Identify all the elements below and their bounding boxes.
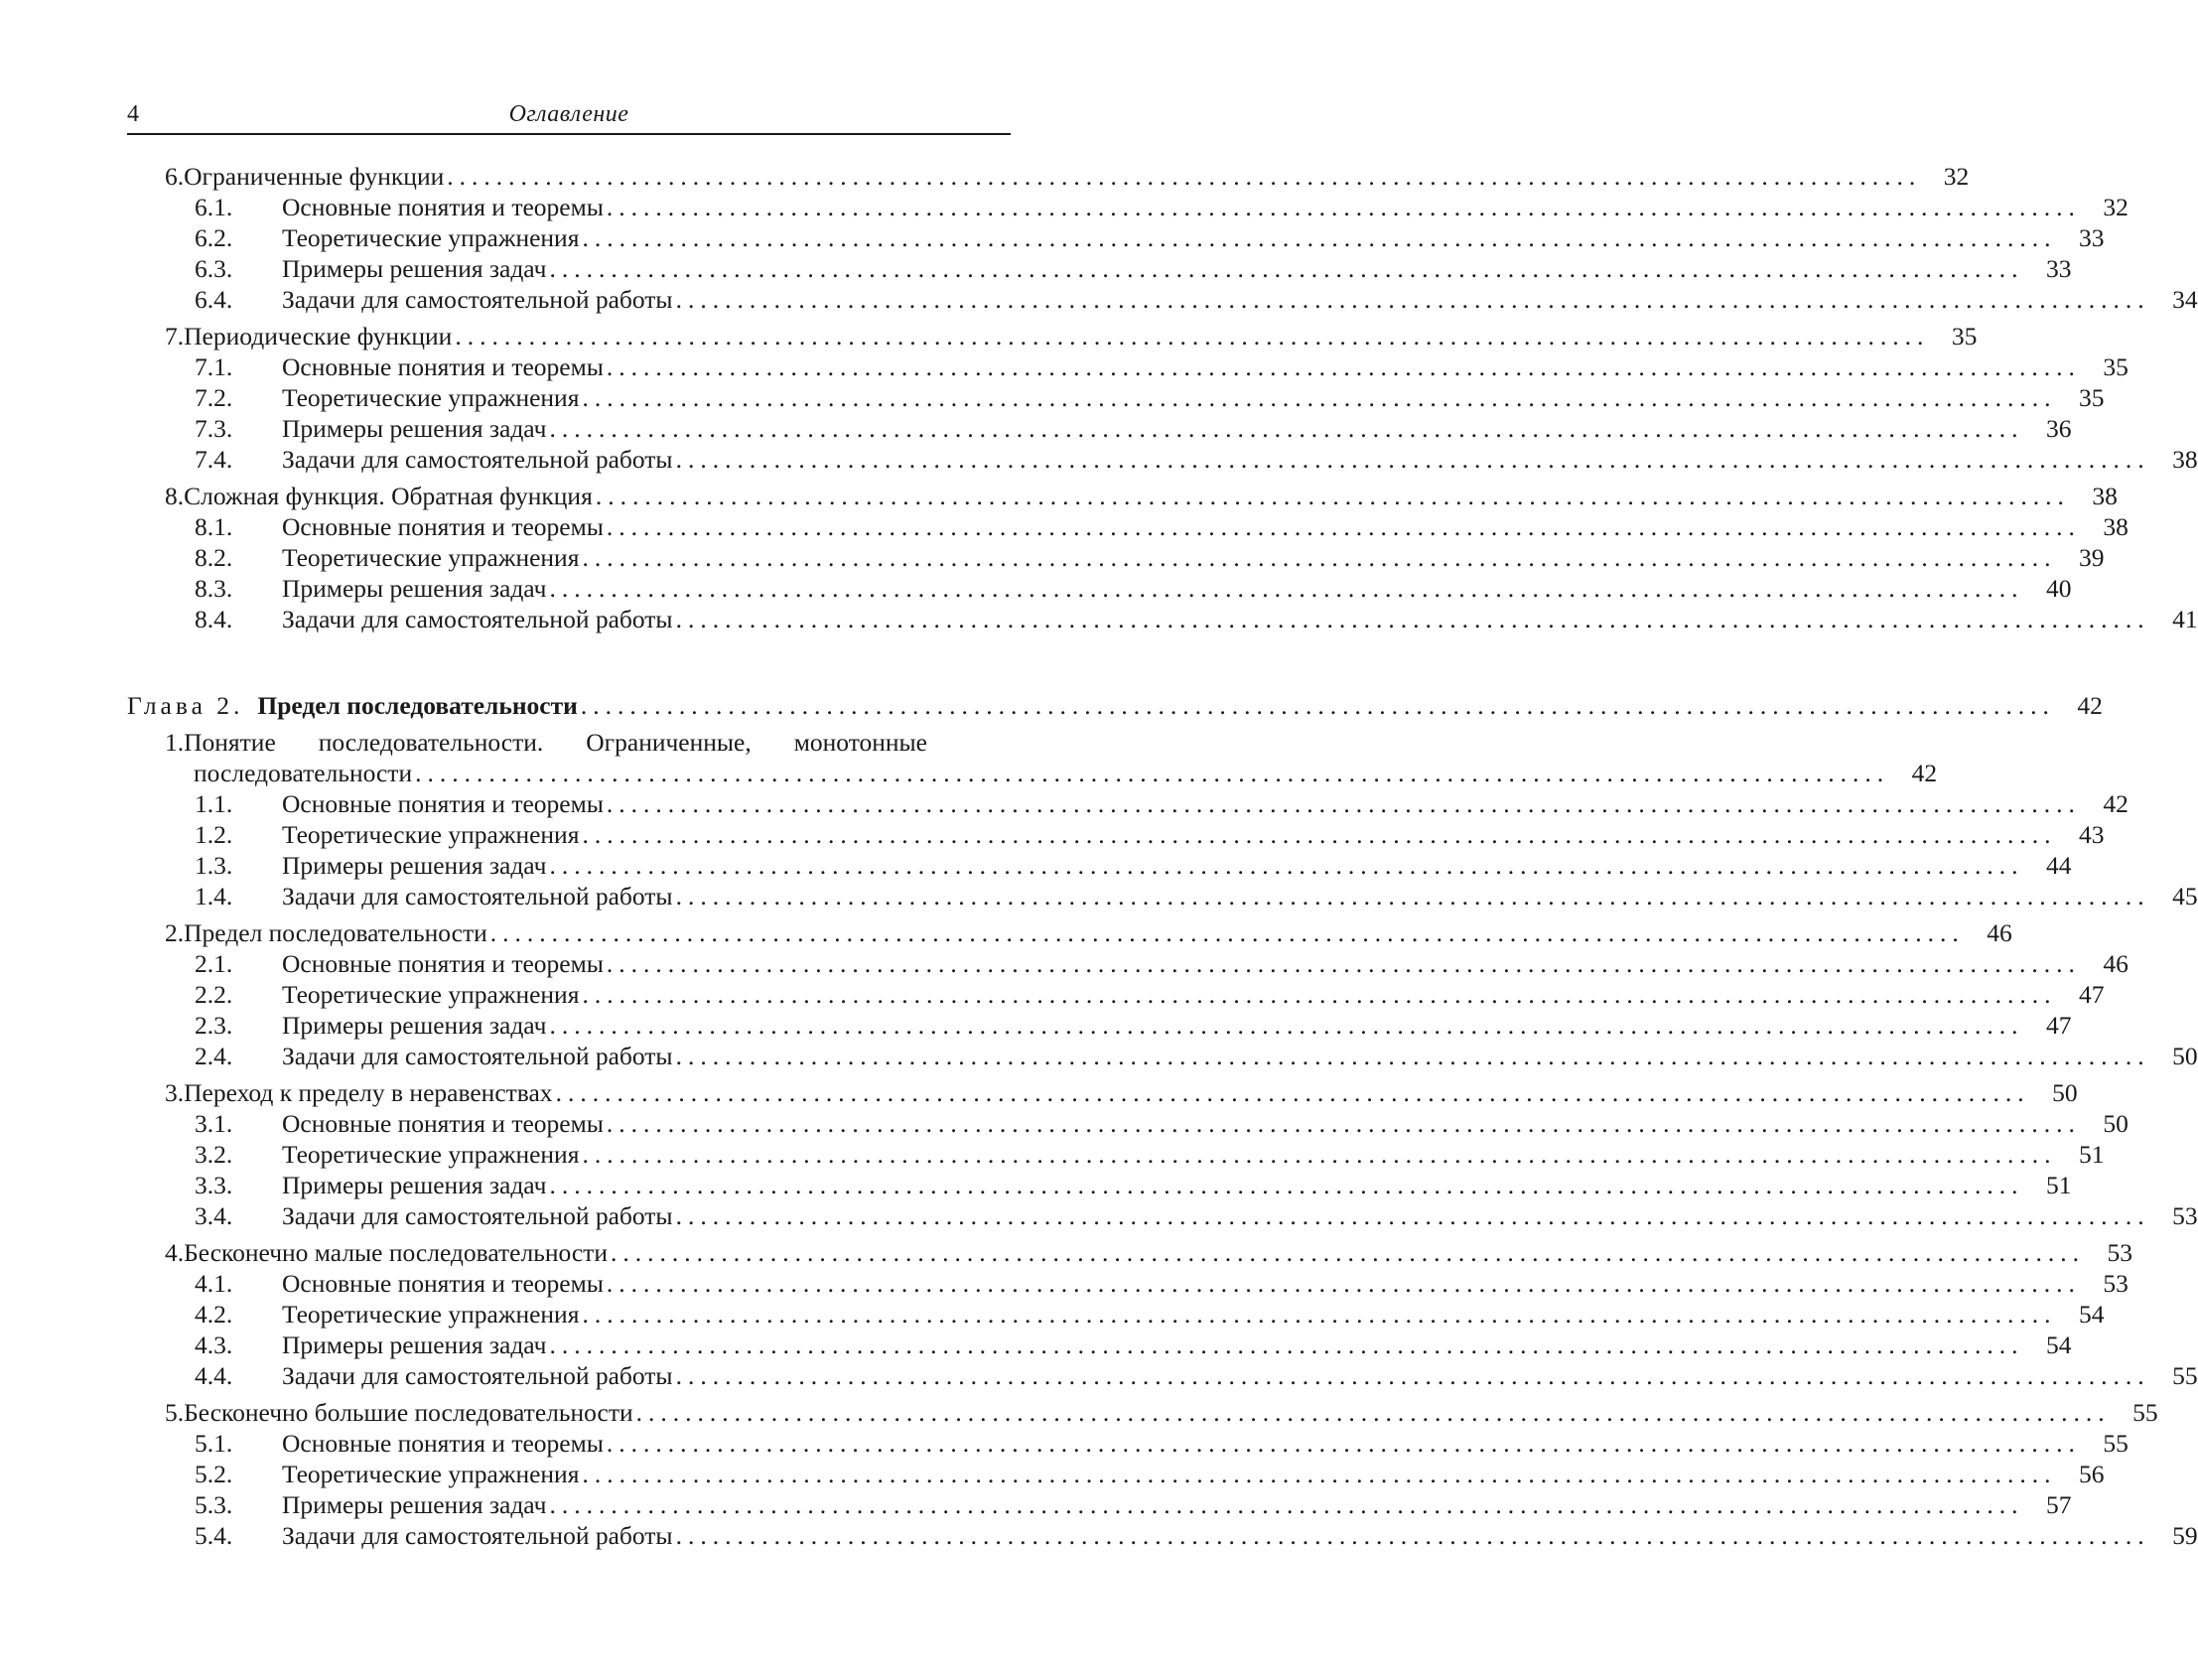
subsection-number: 7.3.: [195, 414, 233, 443]
subsection-title: Теоретические упражнения: [282, 543, 580, 572]
toc-subsection-entry[interactable]: [127, 222, 2105, 253]
toc-subsection-entry[interactable]: [127, 1200, 2198, 1231]
subsection-title: Основные понятия и теоремы: [282, 789, 604, 818]
leader-dots: ........................................................................................................................: [635, 1398, 2111, 1427]
subsection-number: 8.2.: [195, 543, 233, 572]
subsection-title: Теоретические упражнения: [282, 820, 580, 849]
subsection-page: 35: [2078, 383, 2105, 412]
toc-section-lead: [127, 1077, 553, 1108]
subsection-page: 38: [2103, 512, 2129, 541]
toc-section-entry[interactable]: [127, 321, 1978, 351]
subsection-number: 6.1.: [195, 193, 233, 221]
section-page: 32: [1943, 162, 1970, 191]
leader-dots: ........................................................................................................................: [580, 691, 2055, 720]
toc-subsection-entry[interactable]: [127, 444, 2198, 475]
toc-subsection-lead: [127, 222, 579, 253]
toc-subsection-entry[interactable]: [127, 788, 2129, 819]
subsection-page: 47: [2045, 1011, 2072, 1040]
subsection-page: 46: [2103, 949, 2129, 978]
toc-section-entry[interactable]: [127, 481, 2118, 511]
subsection-title: Теоретические упражнения: [282, 1140, 580, 1169]
toc-subsection-lead: [127, 819, 579, 850]
leader-dots: ........................................................................................................................: [675, 1042, 2150, 1070]
subsection-number: 6.4.: [195, 285, 233, 314]
toc-subsection-lead: [127, 382, 579, 413]
subsection-title: Примеры решения задач: [282, 1011, 547, 1040]
subsection-number: 3.1.: [195, 1109, 233, 1138]
toc-section: [127, 321, 2198, 475]
leader-dots: ........................................................................................................................: [415, 759, 1890, 787]
subsection-page: 39: [2078, 543, 2105, 572]
toc-subsection-lead: [127, 788, 604, 819]
subsection-title: Задачи для самостоятельной работы: [282, 882, 673, 910]
toc-subsection-entry[interactable]: [127, 850, 2072, 881]
section-title: Бесконечно малые последовательности: [184, 1238, 608, 1267]
leader-dots: ........................................................................................................................: [606, 512, 2081, 541]
leader-dots: ........................................................................................................................: [549, 851, 2024, 880]
subsection-title: Теоретические упражнения: [282, 980, 580, 1009]
toc-chapter-lead: [127, 690, 578, 721]
subsection-page: 51: [2045, 1171, 2072, 1199]
toc-subsection-lead: [127, 284, 673, 315]
section-number: 8.: [165, 482, 185, 510]
toc-section: [127, 917, 2198, 1071]
toc-subsection-entry[interactable]: [127, 253, 2072, 284]
subsection-number: 5.4.: [195, 1521, 233, 1550]
leader-dots: ........................................................................................................................: [582, 980, 2057, 1009]
leader-dots: ........................................................................................................................: [675, 1361, 2150, 1390]
leader-dots: ........................................................................................................................: [582, 1460, 2057, 1488]
leader-dots: ........................................................................................................................: [606, 789, 2081, 818]
subsection-page: 51: [2078, 1140, 2105, 1169]
subsection-title: Задачи для самостоятельной работы: [282, 1361, 673, 1390]
leader-dots: ........................................................................................................................: [675, 605, 2150, 633]
subsection-title: Основные понятия и теоремы: [282, 1269, 604, 1298]
subsection-title: Теоретические упражнения: [282, 383, 580, 412]
toc-subsection-entry[interactable]: [127, 1108, 2129, 1139]
toc-subsection-entry[interactable]: [127, 511, 2129, 542]
subsection-title: Примеры решения задач: [282, 851, 547, 880]
toc-subsection-entry[interactable]: [127, 192, 2129, 222]
subsection-page: 55: [2172, 1361, 2198, 1390]
section-page: 42: [1911, 759, 1938, 787]
toc-subsection-entry[interactable]: [127, 382, 2105, 413]
toc-subsection-lead: [127, 1330, 546, 1360]
subsection-number: 3.4.: [195, 1201, 233, 1230]
subsection-title: Основные понятия и теоремы: [282, 193, 604, 221]
subsection-number: 5.3.: [195, 1490, 233, 1519]
leader-dots: ........................................................................................................................: [455, 322, 1930, 350]
section-title: Ограниченные функции: [184, 162, 445, 191]
toc-section-entry[interactable]: [127, 917, 2012, 948]
section-number: 5.: [165, 1398, 185, 1427]
toc-subsection-lead: [127, 948, 604, 979]
toc-subsection-lead: [127, 253, 546, 284]
toc-subsection-entry[interactable]: [127, 1170, 2072, 1200]
toc-section-entry[interactable]: [127, 1237, 2132, 1268]
section-title-line2: последовательности: [194, 759, 413, 787]
toc-section-entry[interactable]: [127, 1397, 2158, 1428]
section-title: Переход к пределу в неравенствах: [184, 1078, 553, 1107]
toc-section-entry-wrapped[interactable]: [127, 727, 927, 758]
subsection-number: 2.3.: [195, 1011, 233, 1040]
subsection-title: Задачи для самостоятельной работы: [282, 445, 673, 474]
toc-subsection-entry[interactable]: [127, 1360, 2198, 1391]
subsection-title: Основные понятия и теоремы: [282, 512, 604, 541]
subsection-page: 59: [2172, 1521, 2198, 1550]
subsection-title: Основные понятия и теоремы: [282, 1109, 604, 1138]
subsection-title: Задачи для самостоятельной работы: [282, 285, 673, 314]
subsection-number: 4.1.: [195, 1269, 233, 1298]
subsection-number: 3.3.: [195, 1171, 233, 1199]
leader-dots: ........................................................................................................................: [549, 574, 2024, 603]
leader-dots: ........................................................................................................................: [606, 193, 2081, 221]
subsection-title: Теоретические упражнения: [282, 1300, 580, 1329]
subsection-page: 50: [2172, 1042, 2198, 1070]
toc-section-lead: [127, 321, 452, 351]
toc-subsection-entry[interactable]: [127, 1520, 2198, 1551]
toc-subsection-lead: [127, 573, 546, 604]
section-number: 2.: [165, 918, 185, 947]
leader-dots: ........................................................................................................................: [549, 254, 2024, 283]
section-number: 3.: [165, 1078, 185, 1107]
section-title: Сложная функция. Обратная функция: [184, 482, 593, 510]
toc-subsection-entry[interactable]: [127, 1010, 2072, 1041]
subsection-page: 55: [2103, 1429, 2129, 1458]
subsection-page: 32: [2103, 193, 2129, 221]
leader-dots: ........................................................................................................................: [549, 1330, 2024, 1359]
leader-dots: ........................................................................................................................: [582, 223, 2057, 252]
leader-dots: ........................................................................................................................: [549, 1490, 2024, 1519]
subsection-number: 1.1.: [195, 789, 233, 818]
subsection-page: 57: [2045, 1490, 2072, 1519]
subsection-title: Основные понятия и теоремы: [282, 1429, 604, 1458]
leader-dots: ........................................................................................................................: [675, 882, 2150, 910]
toc-subsection-lead: [127, 850, 546, 881]
leader-dots: ........................................................................................................................: [549, 414, 2024, 443]
toc-sections-before: [127, 161, 2198, 634]
subsection-title: Задачи для самостоятельной работы: [282, 1521, 673, 1550]
toc-subsection-entry[interactable]: [127, 1268, 2129, 1299]
subsection-page: 36: [2045, 414, 2072, 443]
toc-section: [127, 1077, 2198, 1231]
leader-dots: ........................................................................................................................: [555, 1078, 2030, 1107]
leader-dots: ........................................................................................................................: [582, 383, 2057, 412]
toc-subsection-entry[interactable]: [127, 351, 2129, 382]
leader-dots: ........................................................................................................................: [549, 1171, 2024, 1199]
toc-subsection-lead: [127, 1139, 579, 1170]
subsection-page: 47: [2078, 980, 2105, 1009]
subsection-title: Задачи для самостоятельной работы: [282, 1042, 673, 1070]
subsection-page: 35: [2103, 352, 2129, 381]
subsection-title: Примеры решения задач: [282, 574, 547, 603]
subsection-number: 6.2.: [195, 223, 233, 252]
toc-sections-after: [127, 917, 2198, 1551]
toc-subsection-lead: [127, 1268, 604, 1299]
subsection-title: Задачи для самостоятельной работы: [282, 605, 673, 633]
subsection-number: 5.2.: [195, 1460, 233, 1488]
subsection-page: 33: [2045, 254, 2072, 283]
subsection-title: Теоретические упражнения: [282, 1460, 580, 1488]
subsection-page: 38: [2172, 445, 2198, 474]
chapter-label: Глава 2.: [127, 691, 244, 720]
subsection-number: 4.3.: [195, 1330, 233, 1359]
leader-dots: ........................................................................................................................: [489, 918, 1965, 947]
subsection-number: 6.3.: [195, 254, 233, 283]
subsection-page: 54: [2045, 1330, 2072, 1359]
toc-subsection-lead: [127, 604, 673, 634]
toc-section-lead: [127, 1237, 608, 1268]
toc-section-entry[interactable]: [127, 161, 1970, 192]
subsection-number: 1.4.: [195, 882, 233, 910]
subsection-page: 45: [2172, 882, 2198, 910]
subsection-title: Задачи для самостоятельной работы: [282, 1201, 673, 1230]
subsection-title: Основные понятия и теоремы: [282, 949, 604, 978]
subsection-title: Примеры решения задач: [282, 1330, 547, 1359]
toc-subsection-lead: [127, 979, 579, 1010]
toc-subsection-lead: [127, 1200, 673, 1231]
toc-subsection-lead: [127, 511, 604, 542]
toc-subsection-lead: [127, 1428, 604, 1459]
toc-subsection-lead: [127, 1360, 673, 1391]
toc-subsection-lead: [127, 413, 546, 444]
subsection-page: 33: [2078, 223, 2105, 252]
toc-subsection-lead: [127, 1489, 546, 1520]
toc-subsection-entry[interactable]: [127, 1428, 2129, 1459]
leader-dots: ........................................................................................................................: [606, 1109, 2081, 1138]
subsection-page: 53: [2103, 1269, 2129, 1298]
subsection-title: Примеры решения задач: [282, 254, 547, 283]
leader-dots: ........................................................................................................................: [606, 1269, 2081, 1298]
subsection-page: 43: [2078, 820, 2105, 849]
section-number: 1.: [165, 728, 185, 757]
toc-subsection-lead: [127, 542, 579, 573]
toc-subsection-entry[interactable]: [127, 1459, 2105, 1489]
chapter-page: 42: [2077, 691, 2103, 720]
toc-subsection-entry[interactable]: [127, 413, 2072, 444]
leader-dots: ........................................................................................................................: [447, 162, 1922, 191]
section-page: 50: [2052, 1078, 2078, 1107]
subsection-number: 5.1.: [195, 1429, 233, 1458]
toc-section-lead: [127, 917, 487, 948]
section-title: Бесконечно большие последовательности: [184, 1398, 633, 1427]
section-title-line1: Понятие последовательности. Ограниченные, монотонные: [184, 728, 927, 757]
leader-dots: ........................................................................................................................: [610, 1238, 2085, 1267]
toc-section-lead: [127, 161, 444, 192]
subsection-number: 4.2.: [195, 1300, 233, 1329]
leader-dots: ........................................................................................................................: [549, 1011, 2024, 1040]
subsection-number: 2.1.: [195, 949, 233, 978]
section-page: 53: [2107, 1238, 2132, 1267]
page-number: 4: [127, 101, 139, 127]
toc-subsection-entry[interactable]: [127, 979, 2105, 1010]
subsection-number: 8.1.: [195, 512, 233, 541]
toc-subsection-entry[interactable]: [127, 881, 2198, 911]
section-page: 55: [2132, 1398, 2158, 1427]
toc-subsection-lead: [127, 1520, 673, 1551]
subsection-number: 2.2.: [195, 980, 233, 1009]
subsection-page: 50: [2103, 1109, 2129, 1138]
leader-dots: ........................................................................................................................: [675, 1521, 2150, 1550]
toc-subsection-entry[interactable]: [127, 948, 2129, 979]
toc-subsection-entry[interactable]: [127, 1139, 2105, 1170]
toc-subsection-lead: [127, 1299, 579, 1330]
toc-subsection-entry[interactable]: [127, 573, 2072, 604]
subsection-page: 44: [2045, 851, 2072, 880]
leader-dots: ........................................................................................................................: [582, 1140, 2057, 1169]
toc-subsection-lead: [127, 351, 604, 382]
toc-section-entry[interactable]: [127, 1077, 2078, 1108]
toc-subsection-lead: [127, 1459, 579, 1489]
leader-dots: ........................................................................................................................: [595, 482, 2070, 510]
toc-subsection-entry[interactable]: [127, 819, 2105, 850]
subsection-page: 56: [2078, 1460, 2105, 1488]
leader-dots: ........................................................................................................................: [675, 1201, 2150, 1230]
leader-dots: ........................................................................................................................: [582, 543, 2057, 572]
subsection-title: Примеры решения задач: [282, 414, 547, 443]
running-head: [127, 99, 1011, 135]
toc-subsection-entry[interactable]: [127, 1041, 2198, 1071]
toc-section: [127, 161, 2198, 315]
chapter-title: Предел последовательности: [257, 691, 578, 720]
toc-subsection-entry[interactable]: [127, 542, 2105, 573]
toc-subsection-lead: [127, 192, 604, 222]
section-number: 7.: [165, 322, 185, 350]
subsection-number: 2.4.: [195, 1042, 233, 1070]
leader-dots: ........................................................................................................................: [582, 1300, 2057, 1329]
leader-dots: ........................................................................................................................: [675, 285, 2150, 314]
leader-dots: ........................................................................................................................: [582, 820, 2057, 849]
subsection-number: 1.3.: [195, 851, 233, 880]
section-number: 6.: [165, 162, 185, 191]
toc-section-entry-continuation[interactable]: [127, 758, 1938, 788]
toc-subsection-lead: [127, 1010, 546, 1041]
toc-section: [127, 481, 2198, 634]
section-page: 38: [2092, 482, 2118, 510]
toc-subsection-lead: [127, 1041, 673, 1071]
subsection-number: 4.4.: [195, 1361, 233, 1390]
toc-section: [127, 727, 2198, 911]
toc-subsection-lead: [127, 881, 673, 911]
subsection-number: 7.4.: [195, 445, 233, 474]
leader-dots: ........................................................................................................................: [606, 352, 2081, 381]
toc-subsection-lead: [127, 1170, 546, 1200]
toc-section-lead: [127, 481, 593, 511]
leader-dots: ........................................................................................................................: [675, 445, 2150, 474]
toc-subsection-entry[interactable]: [127, 1489, 2072, 1520]
toc-subsections: [127, 788, 2198, 911]
toc-section-lead: [127, 1397, 633, 1428]
subsection-number: 7.2.: [195, 383, 233, 412]
toc-subsection-entry[interactable]: [127, 1330, 2072, 1360]
subsection-number: 7.1.: [195, 352, 233, 381]
subsection-page: 42: [2103, 789, 2129, 818]
toc-chapter-entry[interactable]: [127, 690, 2103, 721]
section-title: Предел последовательности: [184, 918, 487, 947]
subsection-page: 34: [2172, 285, 2198, 314]
subsection-number: 1.2.: [195, 820, 233, 849]
subsection-title: Примеры решения задач: [282, 1171, 547, 1199]
toc-subsection-lead: [127, 444, 673, 475]
running-head-title: Оглавление: [508, 101, 629, 127]
subsection-page: 40: [2045, 574, 2072, 603]
subsection-page: 53: [2172, 1201, 2198, 1230]
leader-dots: ........................................................................................................................: [606, 949, 2081, 978]
section-page: 46: [1987, 918, 2012, 947]
subsection-number: 8.4.: [195, 605, 233, 633]
subsection-page: 54: [2078, 1300, 2105, 1329]
subsection-title: Теоретические упражнения: [282, 223, 580, 252]
section-number: 4.: [165, 1238, 185, 1267]
section-page: 35: [1951, 322, 1978, 350]
subsection-title: Примеры решения задач: [282, 1490, 547, 1519]
subsection-number: 8.3.: [195, 574, 233, 603]
table-of-contents: [127, 161, 2198, 1557]
toc-subsection-entry[interactable]: [127, 1299, 2105, 1330]
leader-dots: ........................................................................................................................: [606, 1429, 2081, 1458]
toc-subsection-lead: [127, 1108, 604, 1139]
subsection-title: Основные понятия и теоремы: [282, 352, 604, 381]
section-title: Периодические функции: [184, 322, 453, 350]
subsection-number: 3.2.: [195, 1140, 233, 1169]
toc-subsection-entry[interactable]: [127, 284, 2198, 315]
toc-subsection-entry[interactable]: [127, 604, 2198, 634]
toc-section: [127, 1397, 2198, 1551]
subsection-page: 41: [2172, 605, 2198, 633]
toc-section: [127, 1237, 2198, 1391]
